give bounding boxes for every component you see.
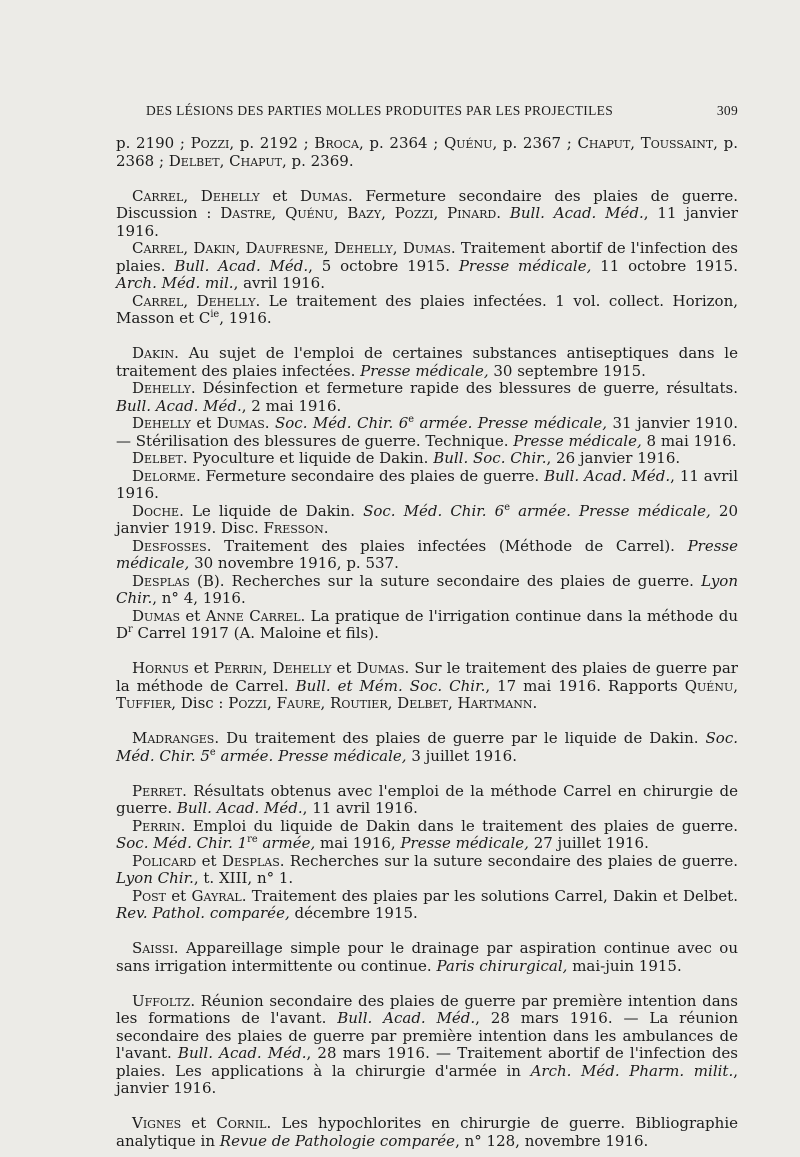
author-name: Chaput — [577, 134, 631, 152]
author-name: Vignes — [132, 1114, 182, 1132]
entry-text: . Pyoculture et liquide de Dakin. — [182, 449, 434, 467]
bibliography-entry — [116, 818, 738, 853]
bibliography-entry — [116, 345, 738, 380]
author-name: Pozzi — [190, 134, 230, 152]
author-name: Dastre — [220, 204, 272, 222]
bibliography-entry — [116, 188, 738, 241]
entry-text: , — [183, 239, 194, 257]
entry-text: 20 janvier 1919. Disc. — [116, 501, 739, 537]
author-name: Perrin — [213, 659, 263, 677]
entry-text: . Emploi du liquide de Dakin dans le traitement des plaies de guerre. — [180, 816, 738, 835]
entry-text: , p. 2192 ; — [229, 134, 315, 152]
entry-text: , t. XIII, n° 1. — [193, 869, 294, 887]
entry-text: . La pratique de l'irrigation continue dans la méthode du D — [116, 606, 738, 642]
bibliography — [116, 135, 738, 1150]
bibliography-entry — [116, 853, 738, 888]
journal-title: Bull. et Mém. Soc. Chir. — [295, 676, 486, 695]
journal-title: Bull. Soc. Chir. — [433, 449, 547, 467]
entry-text: . Traitement abortif de l'infection des plaies. — [116, 239, 738, 275]
entry-text: et — [188, 659, 214, 677]
author-name: Pozzi — [228, 694, 268, 712]
author-name: Quénu — [285, 204, 334, 222]
entry-text: ie — [210, 309, 220, 320]
author-name: Dehelly — [196, 291, 256, 310]
author-name: Delbet — [168, 151, 220, 170]
entry-text: , — [183, 291, 197, 310]
entry-text: 31 janvier 1910. — Stérilisation des blessures de guerre. Technique. — [116, 414, 738, 450]
entry-text: , — [267, 694, 277, 712]
bibliography-entry — [116, 450, 738, 468]
entry-text: e — [408, 414, 415, 425]
entry-group — [116, 188, 738, 328]
journal-title: Paris chirurgical, — [436, 956, 568, 975]
author-name: Dehelly — [333, 239, 393, 257]
entry-text: 30 novembre 1916, p. 537. — [189, 554, 399, 572]
entry-text: , 11 avril 1916. — [302, 799, 418, 817]
author-name: Pozzi — [394, 204, 434, 222]
entry-text: . Fermeture secondaire des plaies de guerre. — [195, 466, 545, 485]
entry-group — [116, 993, 738, 1098]
entry-group — [116, 783, 738, 923]
entry-text: , 11 janvier 1916. — [116, 204, 738, 240]
journal-title: Soc. Méd. Chir. 6 — [363, 501, 505, 520]
bibliography-entry — [116, 293, 738, 328]
bibliography-entry — [116, 538, 738, 573]
entry-text: et — [181, 1114, 217, 1132]
author-name: Routier — [330, 694, 388, 712]
running-head-title: DES LÉSIONS DES PARTIES MOLLES PRODUITES PAR LES PROJECTILES — [146, 103, 614, 118]
author-name: Delorme — [132, 466, 196, 485]
entry-text: e — [209, 746, 216, 758]
entry-text: . Fermeture secondaire des plaies de guerre. Discussion : — [116, 186, 738, 222]
author-name: Dehelly — [132, 414, 191, 432]
author-name: Bazy — [347, 204, 382, 222]
author-name: Broca — [314, 134, 359, 152]
author-name: Madranges — [132, 729, 215, 747]
entry-text: , 5 octobre 1915. — [308, 256, 459, 275]
journal-title: Bull. Acad. Méd. — [116, 396, 242, 415]
journal-title: armée. Presse médicale, — [509, 501, 711, 520]
bibliography-entry — [116, 730, 738, 765]
entry-text: . Du traitement des plaies de guerre par le liquide de Dakin. — [214, 729, 706, 747]
entry-text: , — [235, 239, 246, 257]
entry-text: et — [259, 186, 300, 205]
entry-text: , p. 2364 ; — [358, 134, 444, 152]
author-name: Dakin — [132, 344, 175, 362]
entry-text: mai-juin 1915. — [567, 956, 682, 975]
entry-text: , — [733, 676, 738, 695]
author-name: Gayral — [191, 886, 242, 905]
entry-text: et — [165, 886, 192, 905]
entry-text: . Désinfection et fermeture rapide des blessures de guerre, résultats. — [190, 379, 738, 397]
author-name: Dumas — [356, 659, 405, 677]
running-head — [116, 103, 738, 125]
entry-text: e — [504, 501, 510, 513]
entry-text: , — [387, 694, 398, 712]
author-name: Dumas — [299, 186, 349, 205]
entry-text: . Les hypochlorites en chirurgie de guerre. Bibliographie analytique in — [116, 1114, 738, 1150]
page-number: 309 — [716, 103, 738, 118]
author-name: Policard — [132, 851, 197, 870]
journal-title: Presse médicale, — [360, 361, 489, 380]
entry-text: , p. 2367 ; — [492, 134, 578, 152]
author-name: Toussaint — [640, 134, 714, 152]
entry-text: , p. 2368 ; — [116, 134, 738, 170]
journal-title: Rev. Pathol. comparée, — [116, 904, 290, 922]
journal-title: Bull. Acad. Méd. — [337, 1009, 476, 1027]
author-name: Hornus — [132, 659, 189, 677]
journal-title: Soc. Méd. Chir. 1 — [116, 834, 248, 852]
author-name: Dakin — [193, 239, 236, 257]
entry-text: re — [247, 834, 258, 845]
bibliography-entry — [116, 503, 738, 538]
entry-text: 27 juillet 1916. — [528, 834, 649, 852]
entry-group — [116, 660, 738, 713]
author-name: Faure — [276, 694, 321, 712]
entry-text: mai 1916, — [315, 834, 401, 852]
author-name: Dumas — [132, 606, 181, 625]
journal-title: Arch. Méd. mil. — [116, 274, 234, 292]
author-name: Dehelly — [132, 379, 191, 397]
journal-title: Bull. Acad. Méd. — [544, 466, 671, 485]
author-name: Dumas — [216, 414, 265, 432]
entry-text: . Traitement des plaies infectées (Méthode de Carrel). — [206, 536, 688, 555]
author-name: Desplas — [132, 571, 190, 590]
author-name: Post — [132, 886, 166, 905]
bibliography-entry — [116, 888, 738, 923]
entry-text: et — [180, 606, 206, 625]
journal-title: armée. Presse médicale, — [215, 746, 407, 765]
entry-text: , 26 janvier 1916. — [546, 449, 681, 467]
author-name: Dehelly — [272, 659, 332, 677]
entry-text: , — [262, 659, 273, 677]
bibliography-entry — [116, 468, 738, 503]
author-name: Perrin — [132, 816, 181, 835]
entry-text: , — [630, 134, 641, 152]
entry-text: , — [323, 239, 334, 257]
entry-text: et — [331, 659, 357, 677]
journal-title: Bull. Acad. Méd. — [174, 256, 309, 275]
journal-title: Arch. Méd. Pharm. milit. — [530, 1061, 734, 1080]
author-name: Pinard — [447, 204, 497, 222]
entry-group — [116, 345, 738, 643]
entry-text: , n° 128, novembre 1916. — [455, 1131, 649, 1150]
entry-text: , 11 avril 1916. — [116, 466, 738, 502]
entry-text: , — [219, 151, 230, 170]
journal-title: armée, — [257, 834, 316, 852]
author-name: Dumas — [402, 239, 451, 257]
entry-text: , — [320, 694, 331, 712]
journal-title: Soc. Méd. Chir. 5 — [116, 729, 738, 765]
author-name: Doche — [132, 501, 180, 520]
author-name: Fresson — [263, 519, 324, 537]
journal-title: armée. Presse médicale, — [414, 414, 607, 432]
journal-title: Presse médicale, — [513, 431, 642, 450]
bibliography-entry — [116, 993, 738, 1098]
author-name: Tuffier — [116, 694, 172, 712]
author-name: Saissi — [132, 939, 174, 957]
entry-text: 30 septembre 1915. — [488, 361, 646, 380]
entry-text: 11 octobre 1915. — [591, 256, 738, 275]
entry-text: . — [323, 519, 329, 537]
entry-text: . Sur le traitement des plaies de guerre par la méthode de Carrel. — [116, 659, 738, 695]
author-name: Carrel — [132, 291, 184, 310]
author-name: Quénu — [443, 134, 493, 152]
author-name: Quénu — [684, 676, 734, 695]
journal-title: Revue de Pathologie comparée — [219, 1131, 456, 1150]
journal-title: Presse médicale, — [458, 256, 592, 275]
author-name: Anne Carrel — [205, 606, 301, 625]
author-name: Delbet — [132, 449, 183, 467]
entry-group — [116, 730, 738, 765]
entry-text: . Le traitement des plaies infectées. 1 vol. collect. Horizon, Masson et C — [116, 291, 738, 327]
entry-text: . — [264, 414, 275, 432]
journal-title: Lyon Chir. — [116, 869, 194, 887]
entry-text: , — [381, 204, 395, 222]
author-name: Chaput — [229, 151, 282, 170]
bibliography-entry — [116, 660, 738, 713]
entry-text: 8 mai 1916. — [641, 431, 737, 450]
entry-group — [116, 1115, 738, 1150]
entry-text: , — [433, 204, 448, 222]
entry-text: . Recherches sur la suture secondaire des plaies de guerre. — [279, 851, 738, 870]
author-name: Hartmann — [457, 694, 533, 712]
entry-text: , 28 mars 1916. — Traitement abortif de l'infection des plaies. Les applications à la chirurgie d'armée in — [116, 1044, 738, 1080]
bibliography-entry — [116, 415, 738, 450]
bibliography-entry — [116, 135, 738, 170]
entry-text: , Disc : — [171, 694, 229, 712]
author-name: Cornil — [216, 1114, 267, 1132]
entry-text: (B). Recherches sur la suture secondaire des plaies de guerre. — [189, 571, 702, 590]
bibliography-entry — [116, 240, 738, 293]
entry-text: . Au sujet de l'emploi de certaines substances antiseptiques dans le traitement des plaies infectées. — [116, 344, 738, 380]
bibliography-entry — [116, 940, 738, 975]
entry-text: , 1916. — [219, 309, 272, 327]
entry-text: . — [496, 204, 510, 222]
entry-text: , — [392, 239, 403, 257]
author-name: Carrel — [132, 239, 184, 257]
entry-text: Carrel 1917 (A. Maloine et fils). — [132, 624, 379, 642]
entry-text: 3 juillet 1916. — [406, 746, 517, 765]
author-name: Desplas — [221, 851, 280, 870]
entry-text: décembre 1915. — [289, 904, 418, 922]
entry-text: , — [447, 694, 458, 712]
journal-title: Presse médicale, — [400, 834, 529, 852]
bibliography-entry — [116, 783, 738, 818]
entry-text: . Réunion secondaire des plaies de guerre par première intention dans les formations de l'avant. — [116, 991, 738, 1027]
author-name: Desfosses — [132, 536, 207, 555]
author-name: Uffoltz — [132, 991, 191, 1010]
entry-text: , 2 mai 1916. — [241, 396, 342, 415]
journal-title: Bull. Acad. Méd. — [177, 1044, 307, 1062]
journal-title: Soc. Méd. Chir. 6 — [274, 414, 409, 432]
author-name: Daufresne — [245, 239, 324, 257]
entry-text: , janvier 1916. — [116, 1061, 739, 1097]
entry-text: , n° 4, 1916. — [152, 589, 246, 607]
entry-group — [116, 940, 738, 975]
author-name: Dehelly — [200, 186, 260, 205]
entry-text: et — [190, 414, 217, 432]
entry-text: , — [333, 204, 348, 222]
entry-text: , 28 mars 1916. — La réunion secondaire des plaies de guerre par première intention dans les ambulances de l'avant. — [116, 1009, 738, 1062]
author-name: Perret — [132, 781, 183, 800]
journal-title: Presse médicale, — [116, 536, 738, 572]
entry-text: et — [196, 851, 222, 870]
entry-text: , — [271, 204, 286, 222]
bibliography-entry — [116, 608, 738, 643]
bibliography-entry — [116, 1115, 738, 1150]
entry-text: r — [128, 624, 133, 635]
journal-title: Lyon Chir. — [116, 571, 738, 607]
author-name: Delbet — [397, 694, 448, 712]
author-name: Carrel — [132, 186, 184, 205]
entry-text: , 17 mai 1916. Rapports — [485, 676, 685, 695]
entry-text: . Appareillage simple pour le drainage par aspiration continue avec ou sans irrigation intermittente ou continue. — [116, 939, 738, 975]
journal-title: Bull. Acad. Méd. — [176, 799, 303, 817]
entry-text: . — [532, 694, 538, 712]
entry-text: . Résultats obtenus avec l'emploi de la méthode Carrel en chirurgie de guerre. — [116, 781, 738, 817]
bibliography-entry — [116, 380, 738, 415]
entry-group — [116, 135, 738, 170]
entry-text: . Traitement des plaies par les solutions Carrel, Dakin et Delbet. — [241, 886, 738, 905]
entry-text: p. 2190 ; — [116, 134, 191, 152]
entry-text: . Le liquide de Dakin. — [179, 501, 364, 520]
journal-title: Bull. Acad. Méd. — [509, 204, 644, 222]
entry-text: , avril 1916. — [233, 274, 325, 292]
bibliography-entry — [116, 573, 738, 608]
entry-text: , p. 2369. — [281, 151, 354, 170]
entry-text: , — [183, 186, 201, 205]
